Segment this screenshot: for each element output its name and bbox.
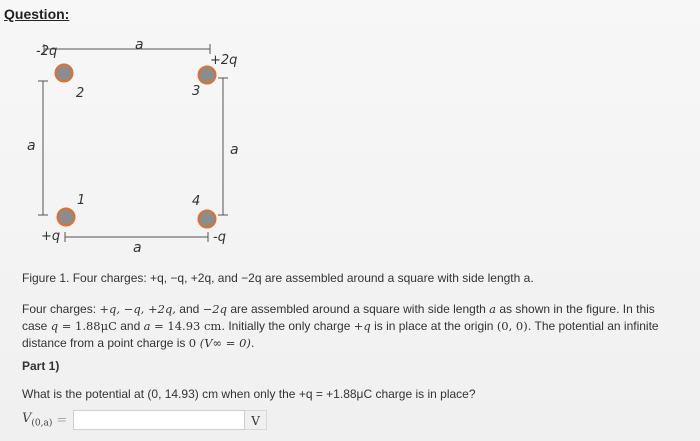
charge-3-value: +2q xyxy=(210,53,238,68)
desc-text: Four charges: xyxy=(22,302,100,316)
charge-3-number: 3 xyxy=(192,84,201,99)
answer-variable-name: V xyxy=(22,411,32,427)
desc-math: a xyxy=(489,302,497,316)
answer-unit: V xyxy=(245,410,267,430)
charge-4-value: -q xyxy=(213,230,226,245)
desc-math: (V∞ = 0). xyxy=(196,336,255,350)
answer-variable xyxy=(22,411,52,429)
charge-3-circle xyxy=(199,67,216,84)
problem-description xyxy=(22,301,682,352)
charge-2-circle xyxy=(56,65,73,82)
desc-text: are assembled around a square with side length xyxy=(227,302,490,316)
answer-row xyxy=(22,408,267,432)
desc-text: and xyxy=(116,319,144,333)
desc-text: and xyxy=(175,302,203,316)
charge-2-value: -2q xyxy=(36,44,58,59)
desc-text: Initially the only charge xyxy=(224,319,354,333)
charge-4-number: 4 xyxy=(192,194,201,209)
desc-math: +q, −q, +2q, xyxy=(99,302,176,316)
side-label-left: a xyxy=(27,138,36,154)
charge-1-number: 1 xyxy=(77,193,86,208)
desc-text: The potential an infinite distance from a point charge is xyxy=(22,319,659,350)
part-question: What is the potential at (0, 14.93) cm when only the +q = +1.88μC charge is in place? xyxy=(22,387,476,401)
answer-input[interactable] xyxy=(73,410,245,430)
side-label-right: a xyxy=(230,142,239,158)
side-label-top: a xyxy=(135,37,144,53)
charge-4-circle xyxy=(199,211,216,228)
desc-math: = 14.93 cm. xyxy=(150,319,225,333)
desc-math: +q xyxy=(353,319,371,333)
answer-variable-subscript: (0,a) xyxy=(31,418,53,429)
desc-text: as shown in the figure. In this case xyxy=(22,302,655,333)
desc-math: −2q xyxy=(202,302,227,316)
charge-1-circle xyxy=(58,209,75,226)
equals-sign: = xyxy=(56,412,68,428)
desc-math: q xyxy=(50,319,59,333)
part-title: Part 1) xyxy=(22,359,60,373)
desc-math: (0, 0). xyxy=(496,319,532,333)
question-title: Question: xyxy=(4,6,70,22)
side-label-bottom: a xyxy=(133,240,142,256)
charge-2-number: 2 xyxy=(76,86,85,101)
desc-math: = 1.88μC xyxy=(58,319,117,333)
charges-square-figure xyxy=(22,30,262,256)
desc-math: 0 xyxy=(188,336,197,350)
desc-text: is in place at the origin xyxy=(370,319,497,333)
desc-math: a xyxy=(143,319,151,333)
figure-caption: Figure 1. Four charges: +q, −q, +2q, and −2q are assembled around a square with side length a. xyxy=(22,271,534,285)
charge-1-value: +q xyxy=(41,229,61,244)
